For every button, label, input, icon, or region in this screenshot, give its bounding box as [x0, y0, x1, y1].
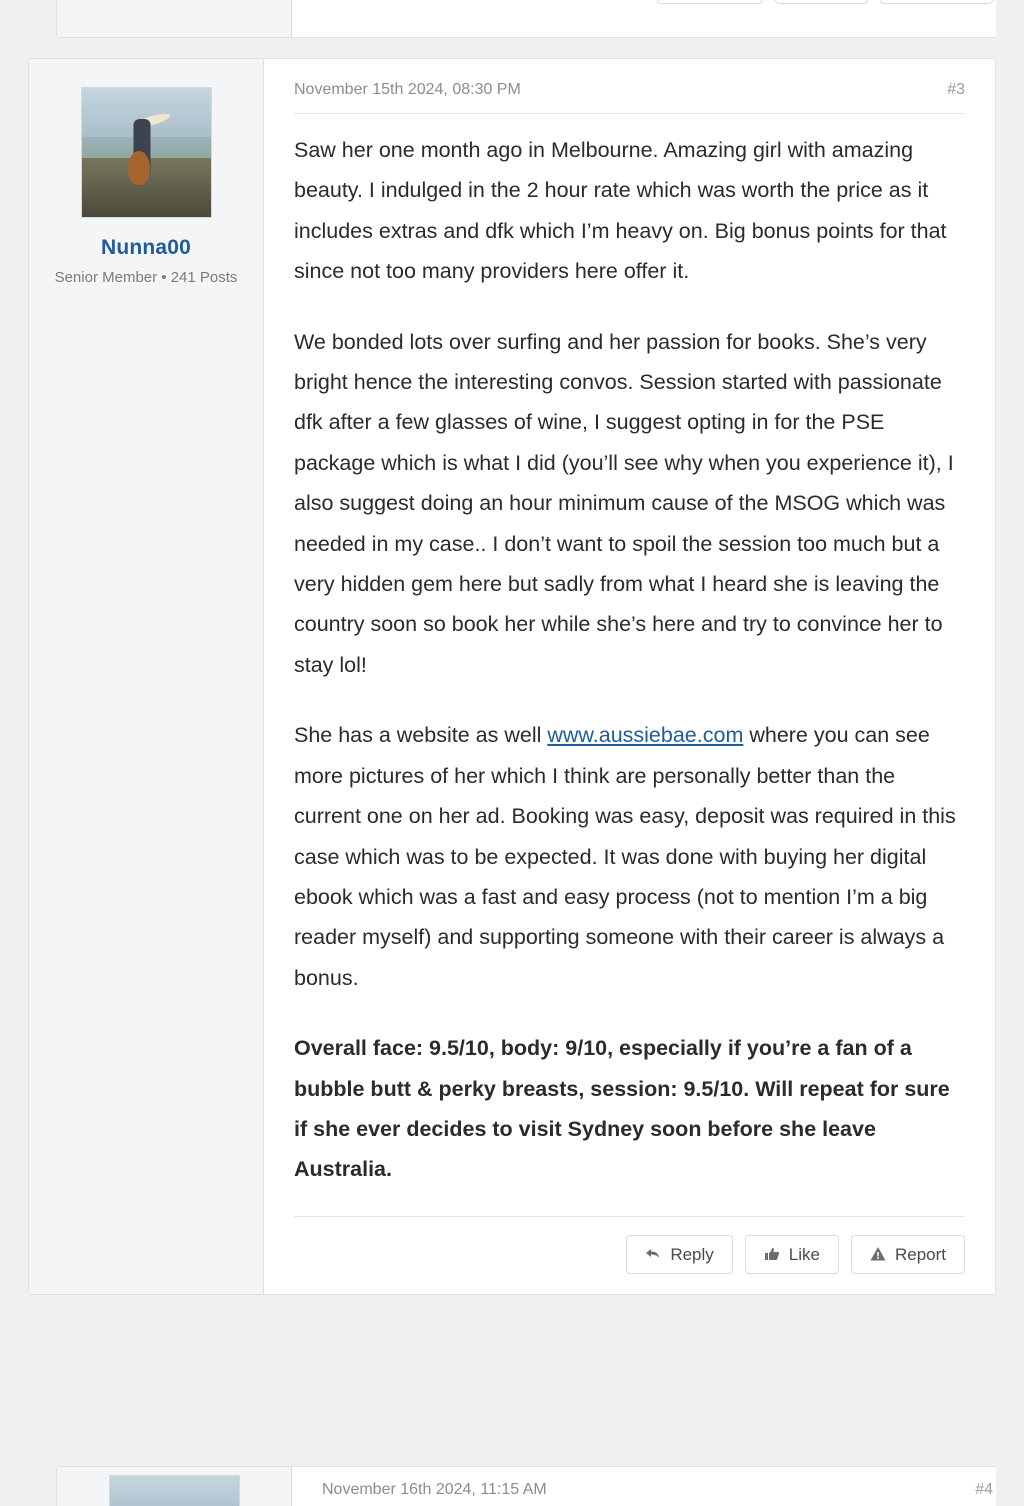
post-author-sidebar [29, 59, 264, 1294]
avatar-sky [110, 1476, 239, 1506]
website-link[interactable]: www.aussiebae.com [547, 723, 744, 748]
post-card [56, 1466, 996, 1506]
post-author-sidebar [57, 1467, 292, 1506]
post-content [292, 1467, 996, 1506]
post-card-3 [28, 58, 996, 1295]
previous-post-partial [28, 0, 996, 38]
post-content [292, 0, 996, 37]
post-timestamp: November 16th 2024, 11:15 AM [322, 1481, 547, 1498]
post-actions [294, 1216, 965, 1278]
next-post-partial [28, 1466, 996, 1506]
post-number[interactable]: #4 [975, 1481, 993, 1498]
author-username-link[interactable]: Nunna00 [100, 236, 192, 259]
report-button[interactable] [851, 1235, 965, 1274]
post-actions [322, 0, 993, 8]
report-label: Report [894, 1244, 946, 1264]
like-label: Like [788, 1244, 820, 1264]
post-paragraph: We bonded lots over surfing and her passion for books. She’s very bright hence the interesting convos. Session started with passionate dfk after a few glasses of wine, I suggest opting in for the PSE package which is what I did (you’ll see why when you experience it), I also suggest doing an hour minimum cause of the MSOG which was needed in my case.. I don’t want to spoil the session too much but a very hidden gem here but sadly from what I heard she is leaving the country soon so book her while she’s here and try to convince her to stay lol! [294, 329, 954, 677]
link-paragraph-after: where you can see more pictures of her which I think are personally better than the current one on her ad. Booking was easy, deposit was required in this case which was to be expected. It was done with buying her digital ebook which was a fast and easy process (not to mention I’m a big reader myself) and supporting someone with their career is always a bonus. [294, 723, 956, 990]
avatar[interactable] [81, 87, 212, 218]
author-meta: Senior Member • 241 Posts [54, 269, 238, 286]
post-header [294, 81, 965, 114]
avatar[interactable] [109, 1475, 240, 1506]
post-header [322, 1481, 993, 1506]
post-body [294, 114, 965, 1190]
post-author-sidebar [57, 0, 292, 37]
post-paragraph: Saw her one month ago in Melbourne. Amazing girl with amazing beauty. I indulged in the 2 hour rate which was worth the price as it includes extras and dfk which I’m heavy on. Big bonus points for that since not too many providers here offer it. [294, 138, 947, 284]
report-button[interactable] [880, 0, 993, 4]
like-button[interactable] [775, 0, 868, 4]
post-paragraph-with-link [294, 715, 965, 998]
reply-button[interactable] [657, 0, 762, 4]
thumbs-up-icon [764, 1246, 780, 1262]
post-number[interactable]: #3 [947, 81, 965, 98]
link-paragraph-before: She has a website as well [294, 723, 548, 748]
post-timestamp: November 15th 2024, 08:30 PM [294, 81, 521, 98]
like-button[interactable] [745, 1235, 839, 1274]
reply-label: Reply [670, 1244, 714, 1264]
post-content [264, 59, 995, 1294]
avatar-guitar [128, 151, 150, 185]
warning-icon [870, 1246, 886, 1262]
post-summary: Overall face: 9.5/10, body: 9/10, especially if you’re a fan of a bubble butt & perky breasts, session: 9.5/10. Will repeat for sure if she ever decides to visit Sydney soon before she leave Australia. [294, 1036, 950, 1182]
post-card [56, 0, 996, 38]
reply-button[interactable] [626, 1235, 732, 1274]
reply-icon [645, 1246, 661, 1262]
